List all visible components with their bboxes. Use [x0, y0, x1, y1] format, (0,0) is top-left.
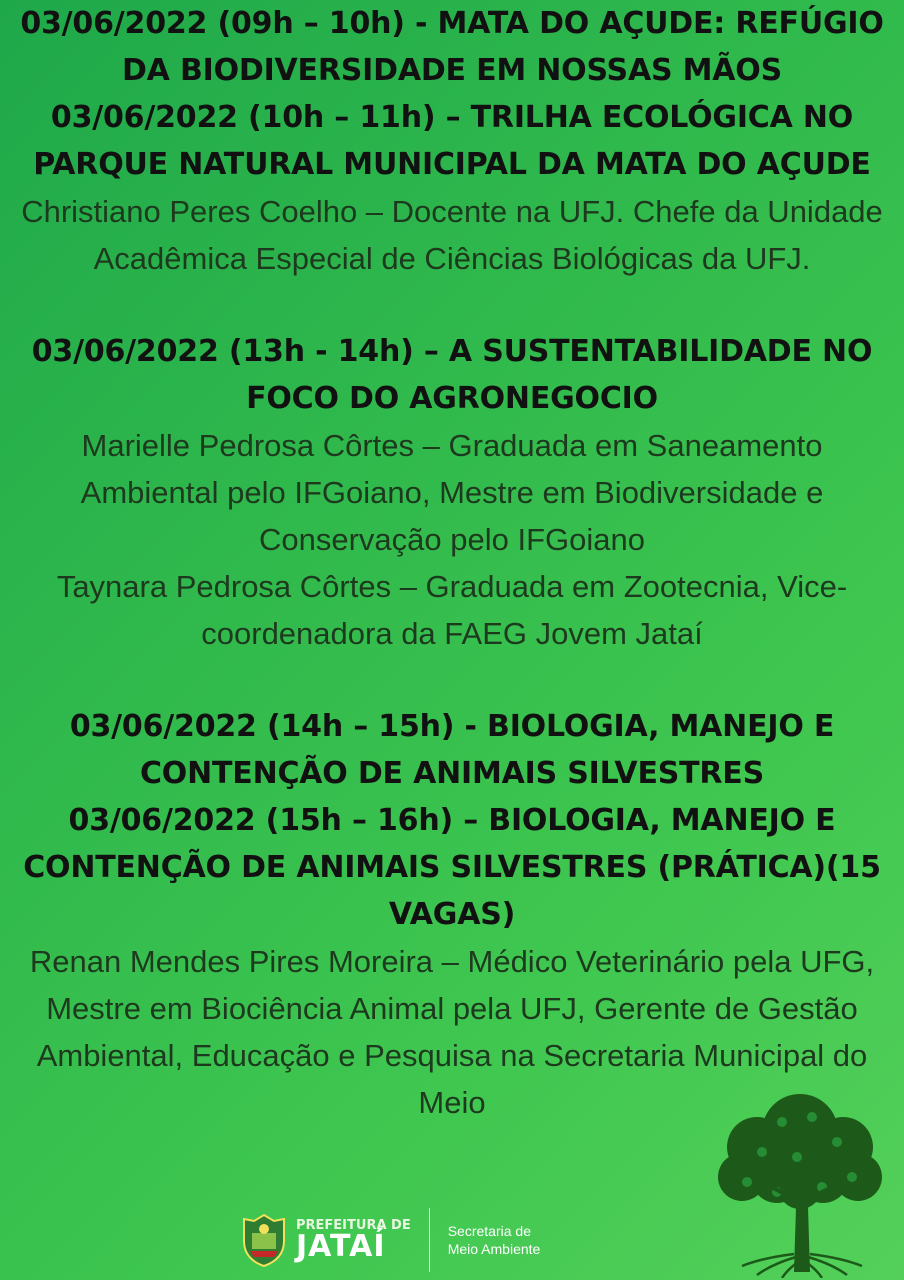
- tree-icon: [702, 1082, 898, 1278]
- city-crest-icon: [238, 1211, 290, 1269]
- city-name: JATAÍ: [296, 1228, 386, 1264]
- session-title: 03/06/2022 (10h – 11h) – TRILHA ECOLÓGICA NO PARQUE NATURAL MUNICIPAL DA MATA DO AÇUDE: [33, 100, 871, 182]
- footer-logos: [238, 1205, 540, 1275]
- secretaria-line-1: Secretaria de: [447, 1223, 531, 1239]
- speaker-bio: Renan Mendes Pires Moreira – Médico Veterinário pela UFG, Mestre em Biociência Animal pela UFJ, Gerente de Gestão Ambiental, Educação e Pesquisa na Secretaria Municipal do Meio: [29, 944, 875, 1120]
- session-title: 03/06/2022 (15h – 16h) – BIOLOGIA, MANEJO E CONTENÇÃO DE ANIMAIS SILVESTRES (PRÁTICA)(15 VAGAS): [23, 803, 881, 932]
- secretaria-line-2: Meio Ambiente: [447, 1241, 541, 1257]
- prefeitura-logo: [296, 1219, 411, 1262]
- logo-divider: [429, 1208, 430, 1272]
- section-1: [0, 0, 904, 282]
- secretaria-logo: [448, 1222, 541, 1258]
- prefeitura-label: PREFEITURA DE: [296, 1217, 411, 1233]
- session-title: 03/06/2022 (13h - 14h) – A SUSTENTABILIDADE NO FOCO DO AGRONEGOCIO: [31, 334, 873, 416]
- session-title: 03/06/2022 (09h – 10h) - MATA DO AÇUDE: REFÚGIO DA BIODIVERSIDADE EM NOSSAS MÃOS: [20, 6, 884, 88]
- speaker-bio: Taynara Pedrosa Côrtes – Graduada em Zootecnia, Vice-coordenadora da FAEG Jovem Jataí: [56, 569, 848, 651]
- speaker-bio: Christiano Peres Coelho – Docente na UFJ. Chefe da Unidade Acadêmica Especial de Ciências Biológicas da UFJ.: [21, 194, 883, 276]
- speaker-bio: Marielle Pedrosa Côrtes – Graduada em Saneamento Ambiental pelo IFGoiano, Mestre em Biodiversidade e Conservação pelo IFGoiano: [80, 428, 824, 557]
- session-title: 03/06/2022 (14h – 15h) - BIOLOGIA, MANEJO E CONTENÇÃO DE ANIMAIS SILVESTRES: [69, 709, 835, 791]
- section-2: [0, 328, 904, 657]
- section-3: [0, 703, 904, 1126]
